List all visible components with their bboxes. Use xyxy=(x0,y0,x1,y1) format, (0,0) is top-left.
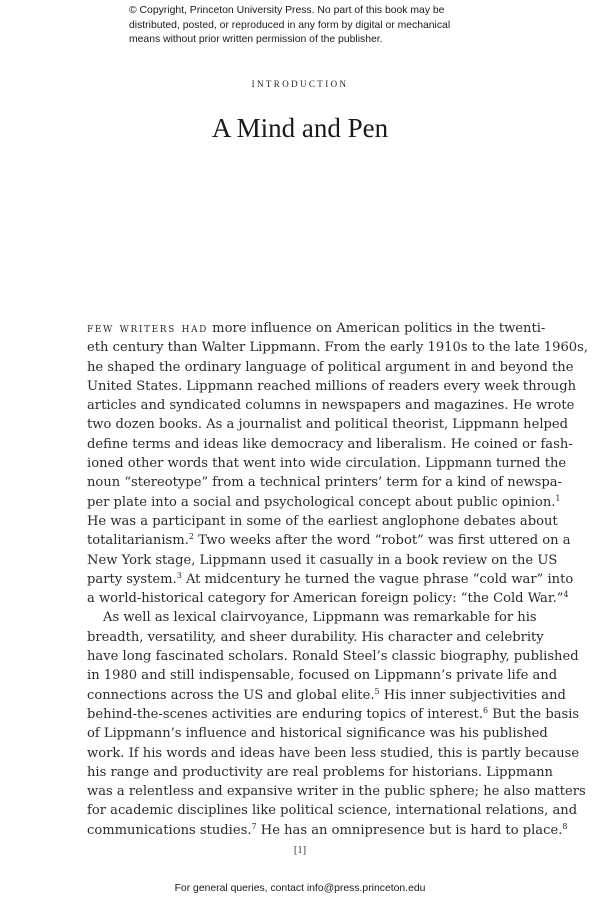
footnote-ref-7[interactable]: 7 xyxy=(251,821,257,831)
chapter-title: A Mind and Pen xyxy=(211,113,389,143)
text-line: breadth, versatility, and sheer durability. His character and celebrity xyxy=(87,629,544,645)
text-line xyxy=(87,686,566,705)
text-line: He was a participant in some of the earliest anglophone debates about xyxy=(87,513,558,529)
text-fragment: Two weeks after the word “robot” was first uttered on a xyxy=(193,533,571,549)
text-line: United States. Lippmann reached millions of readers every week through xyxy=(87,378,577,394)
body-text xyxy=(87,319,588,840)
contact-note: For general queries, contact info@press.princeton.edu xyxy=(174,883,426,894)
footnote-ref-8[interactable]: 8 xyxy=(562,821,568,831)
copyright-line: means without prior written permission of the publisher. xyxy=(129,34,383,46)
footnote-ref-2[interactable]: 2 xyxy=(188,532,194,542)
paragraph-2 xyxy=(87,608,586,840)
text-line: ioned other words that went into wide circulation. Lippmann turned the xyxy=(87,456,567,472)
text-line: two dozen books. As a journalist and political theorist, Lippmann helped xyxy=(87,417,569,433)
text-line: work. If his words and ideas have been less studied, this is partly because xyxy=(87,745,580,761)
text-fragment: more influence on American politics in the twenti- xyxy=(208,321,546,336)
text-fragment: At midcentury he turned the vague phrase “cold war” into xyxy=(181,571,574,587)
text-line: was a relentless and expansive writer in the public sphere; he also matters xyxy=(87,784,586,800)
paragraph-1 xyxy=(87,319,588,608)
page-number: [1] xyxy=(293,845,307,856)
footnote-ref-6[interactable]: 6 xyxy=(482,705,489,715)
text-line: for academic disciplines like political science, international relations, and xyxy=(87,803,578,819)
text-fragment: connections across the US and global elite. xyxy=(87,687,375,703)
text-fragment: per plate into a social and psychological concept about public opinion. xyxy=(87,494,556,510)
text-line xyxy=(87,570,574,589)
text-fragment: But the basis xyxy=(488,706,580,722)
text-line: New York stage, Lippmann used it casually in a book review on the US xyxy=(87,552,558,568)
text-line xyxy=(87,319,546,338)
footnote-ref-4[interactable]: 4 xyxy=(563,590,569,600)
footnote-ref-1[interactable]: 1 xyxy=(555,493,561,503)
copyright-notice xyxy=(129,4,469,48)
text-line: of Lippmann’s influence and historical significance was his published xyxy=(87,726,548,742)
chapter-label xyxy=(0,75,600,91)
text-fragment: a world-historical category for American foreign policy: “the Cold War.” xyxy=(87,591,564,607)
text-fragment: His inner subjectivities and xyxy=(379,687,566,703)
footnote-ref-3[interactable]: 3 xyxy=(176,570,182,580)
text-line xyxy=(87,821,568,840)
text-line xyxy=(87,705,580,724)
text-fragment: totalitarianism. xyxy=(87,533,189,549)
text-fragment: behind-the-scenes activities are enduring topics of interest. xyxy=(87,706,483,722)
text-fragment: party system. xyxy=(87,571,177,587)
text-line: As well as lexical clairvoyance, Lippmann was remarkable for his xyxy=(103,610,537,626)
text-fragment: communications studies. xyxy=(87,822,252,838)
text-line xyxy=(87,589,569,608)
chapter-label-text: introduction xyxy=(251,75,349,90)
text-line: he shaped the ordinary language of political argument in and beyond the xyxy=(87,359,574,375)
text-line: in 1980 and still indispensable, focused on Lippmann’s private life and xyxy=(87,668,558,684)
lead-in-small-caps: few writers had xyxy=(87,321,208,336)
text-line: define terms and ideas like democracy and liberalism. He coined or fash- xyxy=(87,436,573,452)
text-line: his range and productivity are real problems for historians. Lippmann xyxy=(87,764,553,780)
text-fragment: He has an omnipresence but is hard to place. xyxy=(256,822,563,838)
text-line: eth century than Walter Lippmann. From the early 1910s to the late 1960s, xyxy=(87,340,588,356)
footnote-ref-5[interactable]: 5 xyxy=(374,686,380,696)
text-line: articles and syndicated columns in newspapers and magazines. He wrote xyxy=(87,398,575,414)
text-line: noun “stereotype” from a technical printers’ term for a kind of newspa- xyxy=(87,475,562,491)
text-line xyxy=(87,493,561,512)
text-line: have long fascinated scholars. Ronald Steel’s classic biography, published xyxy=(87,649,579,665)
text-line xyxy=(87,531,571,550)
copyright-line: © Copyright, Princeton University Press. No part of this book may be xyxy=(129,5,445,16)
copyright-line: distributed, posted, or reproduced in any form by digital or mechanical xyxy=(129,19,451,31)
